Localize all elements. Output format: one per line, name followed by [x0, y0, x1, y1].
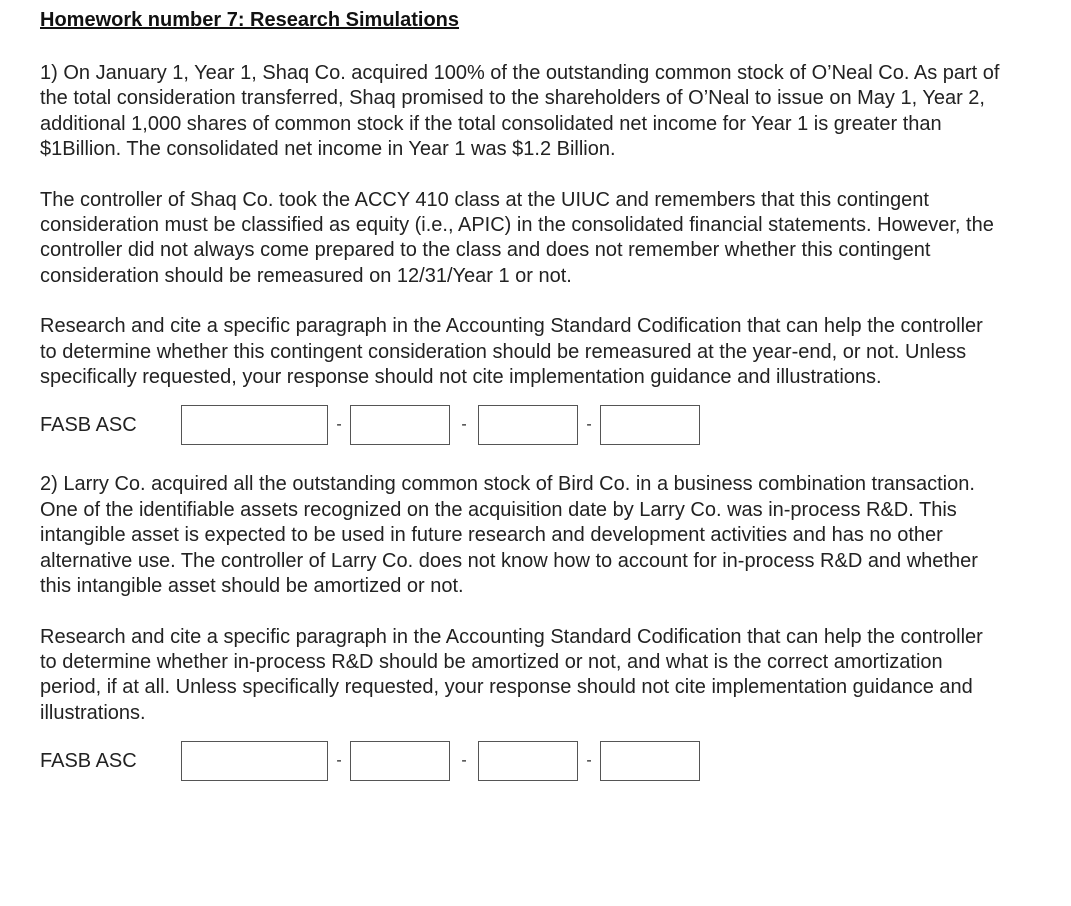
q1-paragraph-input[interactable] — [600, 405, 700, 445]
question-2-task: Research and cite a specific paragraph in the Accounting Standard Codification that can help the controller to determine whether in-process R&D should be amortized or not, and what is the correct amortization period, if at all. Unless specifically requested, your response should not cite implementation guidance and illustrations. — [40, 625, 983, 724]
q1-section-input[interactable] — [478, 405, 578, 445]
question-1-answer-row — [40, 403, 1000, 447]
q1-topic-input[interactable] — [181, 405, 328, 445]
question-2-intro: 2) Larry Co. acquired all the outstanding common stock of Bird Co. in a business combination transaction. One of the identifiable assets recognized on the acquisition date by Larry Co. was in-process R&D. This intangible asset is expected to be used in future research and development activities and has no other alternative use. The controller of Larry Co. does not know how to account for in-process R&D and whether this intangible asset should be amortized or not. — [40, 473, 978, 598]
q2-subtopic-input[interactable] — [350, 741, 450, 781]
homework-page — [40, 8, 1000, 783]
question-1-intro: 1) On January 1, Year 1, Shaq Co. acquired 100% of the outstanding common stock of O’Neal Co. As part of the total consideration transferred, Shaq promised to the shareholders of O’Neal to issue on May 1, Year 2, additional 1,000 shares of common stock if the total consolidated net income for Year 1 is greater than $1Billion. The consolidated net income in Year 1 was $1.2 Billion. — [40, 62, 1000, 161]
q2-paragraph-input[interactable] — [600, 741, 700, 781]
question-1-task: Research and cite a specific paragraph in the Accounting Standard Codification that can help the controller to determine whether this contingent consideration should be remeasured at the year-end, or not. Unless specifically requested, your response should not cite implementation guidance and illustrations. — [40, 315, 983, 389]
separator-dash: - — [336, 416, 342, 434]
separator-dash: - — [461, 752, 467, 770]
separator-dash: - — [586, 752, 592, 770]
question-2-answer-row — [40, 739, 1000, 783]
question-1 — [40, 61, 1000, 447]
separator-dash: - — [586, 416, 592, 434]
separator-dash: - — [336, 752, 342, 770]
page-title: Homework number 7: Research Simulations — [40, 9, 460, 31]
fasb-asc-label: FASB ASC — [40, 749, 137, 772]
fasb-asc-label: FASB ASC — [40, 413, 137, 436]
separator-dash: - — [461, 416, 467, 434]
q2-section-input[interactable] — [478, 741, 578, 781]
question-2 — [40, 472, 1000, 783]
question-1-context: The controller of Shaq Co. took the ACCY 410 class at the UIUC and remembers that this contingent consideration must be classified as equity (i.e., APIC) in the consolidated financial statements. However, the controller did not always come prepared to the class and does not remember whether this contingent consideration should be remeasured on 12/31/Year 1 or not. — [40, 188, 994, 287]
q1-subtopic-input[interactable] — [350, 405, 450, 445]
q2-topic-input[interactable] — [181, 741, 328, 781]
